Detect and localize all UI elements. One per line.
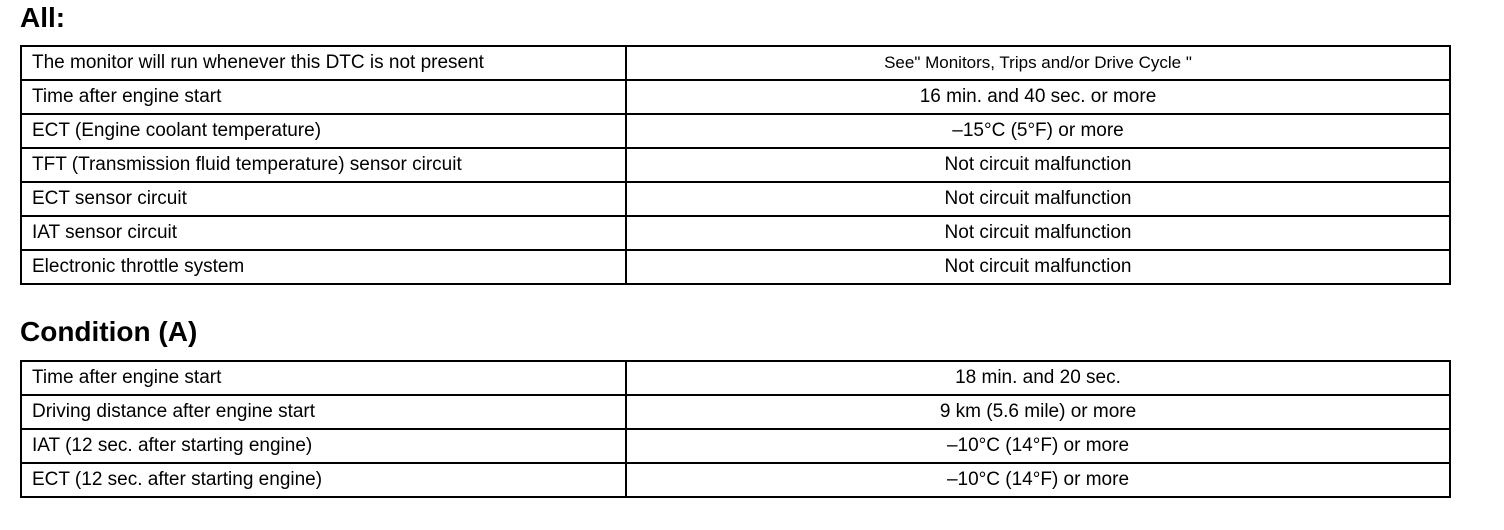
table-row bbox=[21, 148, 1450, 182]
condition-value: Not circuit malfunction bbox=[626, 148, 1450, 182]
condition-value: –15°C (5°F) or more bbox=[626, 114, 1450, 148]
condition-value: –10°C (14°F) or more bbox=[626, 429, 1450, 463]
condition-item: ECT (Engine coolant temperature) bbox=[21, 114, 626, 148]
section-title-condition-a: Condition (A) bbox=[20, 316, 198, 347]
condition-value: See" Monitors, Trips and/or Drive Cycle " bbox=[626, 46, 1450, 80]
condition-item: ECT sensor circuit bbox=[21, 182, 626, 216]
condition-value: Not circuit malfunction bbox=[626, 182, 1450, 216]
condition-item: Electronic throttle system bbox=[21, 250, 626, 284]
all-conditions-table bbox=[20, 45, 1451, 285]
table-row bbox=[21, 250, 1450, 284]
condition-value: 18 min. and 20 sec. bbox=[626, 361, 1450, 395]
condition-item: The monitor will run whenever this DTC is not present bbox=[21, 46, 626, 80]
condition-item: Time after engine start bbox=[21, 80, 626, 114]
condition-item: ECT (12 sec. after starting engine) bbox=[21, 463, 626, 497]
table-row bbox=[21, 463, 1450, 497]
table-row bbox=[21, 429, 1450, 463]
section-title-all: All: bbox=[20, 2, 66, 33]
table-row bbox=[21, 216, 1450, 250]
condition-item: Driving distance after engine start bbox=[21, 395, 626, 429]
table-row bbox=[21, 114, 1450, 148]
condition-value: –10°C (14°F) or more bbox=[626, 463, 1450, 497]
condition-item: IAT sensor circuit bbox=[21, 216, 626, 250]
condition-a-table bbox=[20, 360, 1451, 498]
condition-item: IAT (12 sec. after starting engine) bbox=[21, 429, 626, 463]
condition-value: 9 km (5.6 mile) or more bbox=[626, 395, 1450, 429]
table-row bbox=[21, 46, 1450, 80]
table-row bbox=[21, 80, 1450, 114]
table-row bbox=[21, 361, 1450, 395]
condition-value: Not circuit malfunction bbox=[626, 250, 1450, 284]
table-row bbox=[21, 395, 1450, 429]
condition-item: TFT (Transmission fluid temperature) sensor circuit bbox=[21, 148, 626, 182]
condition-value: 16 min. and 40 sec. or more bbox=[626, 80, 1450, 114]
condition-item: Time after engine start bbox=[21, 361, 626, 395]
condition-value: Not circuit malfunction bbox=[626, 216, 1450, 250]
table-row bbox=[21, 182, 1450, 216]
